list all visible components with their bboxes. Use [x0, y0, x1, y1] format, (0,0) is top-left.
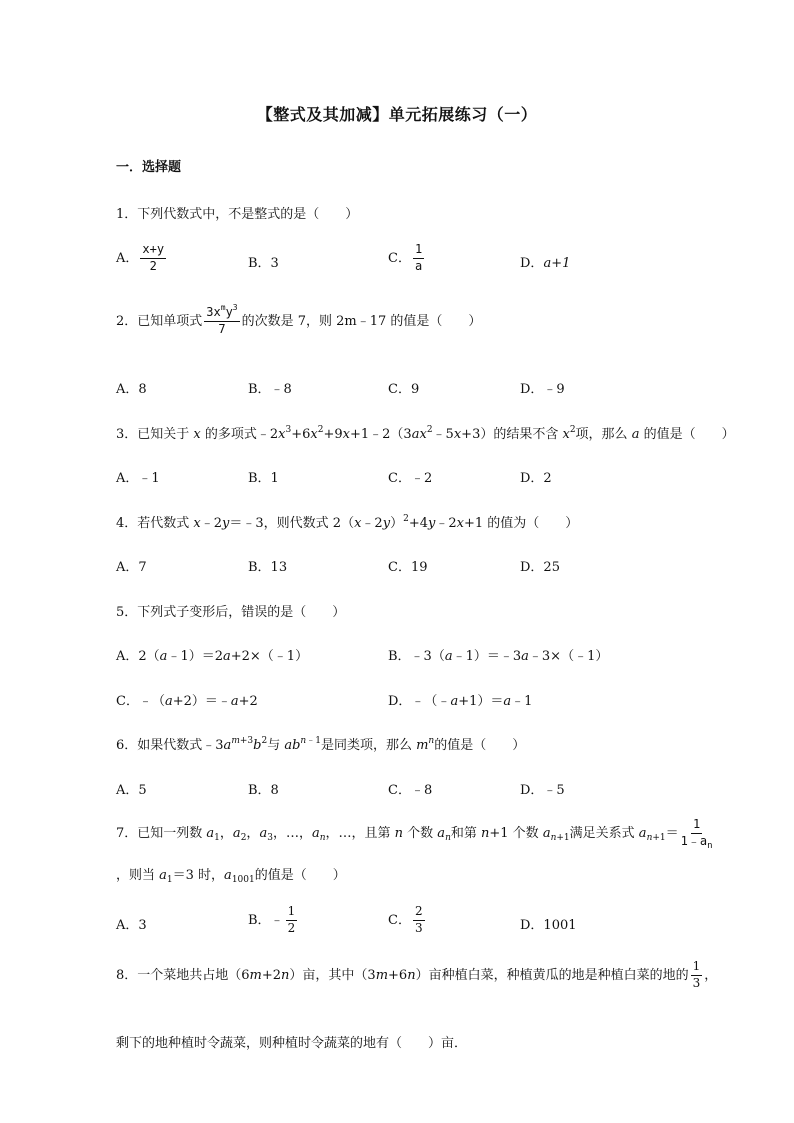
- q4-option-b: B．13: [248, 560, 288, 575]
- q5-option-a: A．2（a﹣1）＝2a+2×（﹣1）: [116, 649, 309, 664]
- question-3-stem: 3．已知关于 x 的多项式$﹣2x^3+6x^2+9x+1﹣2(3ax^2﹣5x+3)$的结果不含 $x^2$项，那么 a 的值是（ ）: [116, 425, 735, 442]
- q2-option-c: C．9: [388, 382, 420, 397]
- question-7-stem-line2: ，则当 $a_1=3$ 时，$a_{1001}$的值是（ ）: [116, 868, 346, 885]
- q3-option-b: B．1: [248, 471, 279, 486]
- q4-option-d: D．25: [520, 560, 560, 575]
- question-8-stem: 8．一个菜地共占地（6m+2n）亩，其中（3m+6n）亩种植白菜，种植黄瓜的地是种植白菜的地的 $\frac{1}{3}$ ，: [116, 959, 718, 990]
- q1-a-numerator: x+y: [140, 243, 166, 259]
- q8-fraction: $\frac{1}{3}$: [692, 959, 701, 990]
- q2-option-a: A．8: [116, 382, 147, 397]
- q2-option-b: B．﹣8: [248, 382, 292, 397]
- question-1-stem: 1．下列代数式中，不是整式的是（ ）: [116, 207, 359, 222]
- q7-option-c-fraction: $\frac{2}{3}$: [414, 904, 423, 935]
- q6-option-c: C．﹣8: [388, 783, 433, 798]
- q6-option-a: A．5: [116, 783, 147, 798]
- q2-monomial-denominator: 7: [218, 321, 226, 336]
- q3-option-d: D．2: [520, 471, 552, 486]
- q1-option-a-fraction: [140, 243, 166, 274]
- question-7-stem: 7．已知一列数 $a_1$，$a_2$，$a_3$，…，$a_n$，…，且第 n 个数 $a_n$和第 n+1 个数 $a_{n+1}$满足关系式 $a_{n+1}=$ $\frac{1}{1﹣a_n}$: [116, 817, 713, 851]
- q2-stem-pre: 2．已知单项式: [116, 313, 203, 329]
- q1-c-numerator: 1: [413, 243, 424, 259]
- q5-option-d: D．﹣（﹣a+1）＝a﹣1: [388, 694, 533, 709]
- question-6-stem: 6．如果代数式$﹣3a^{m+3}b^2$与 $ab^{n﹣1}$是同类项，那么 $m^n$的值是（ ）: [116, 736, 526, 753]
- q2-stem-post: 的次数是 7，则 2m﹣17 的值是（ ）: [241, 313, 482, 329]
- q7-option-c: C． $\frac{2}{3}$: [388, 904, 423, 935]
- q2-monomial-numerator: $3x^my^3$: [204, 306, 239, 322]
- q1-c-denominator: a: [414, 258, 423, 273]
- q1-option-c-fraction: [413, 243, 424, 274]
- q1-option-a: [116, 243, 168, 274]
- q6-option-b: B．8: [248, 783, 279, 798]
- q7-option-d: D．1001: [520, 918, 577, 933]
- q7-option-b-fraction: $\frac{1}{2}$: [287, 904, 296, 935]
- q2-monomial-fraction: [204, 303, 239, 337]
- q6-option-d: D．﹣5: [520, 783, 565, 798]
- page-title: 【整式及其加减】单元拓展练习（一）: [256, 105, 538, 124]
- q1-option-a-label: A．: [116, 250, 139, 266]
- q7-option-b: B．﹣ $\frac{1}{2}$: [248, 904, 296, 935]
- question-5-stem: 5．下列式子变形后，错误的是（ ）: [116, 605, 346, 620]
- q7-relation-fraction: $\frac{1}{1﹣a_n}$: [680, 817, 713, 851]
- q1-option-d-label: D．: [520, 256, 544, 271]
- question-8-stem-line2: 剩下的地种植时令蔬菜，则种植时令蔬菜的地有（ ）亩．: [116, 1036, 468, 1051]
- q1-option-c: [388, 243, 426, 274]
- q1-option-d-expr: a+1: [543, 256, 571, 271]
- question-4-stem: 4．若代数式 x﹣2y＝﹣3，则代数式 2（x﹣2y）$^2$+4y﹣2x+1 的值为（ ）: [116, 514, 579, 531]
- q1-a-denominator: 2: [149, 258, 157, 273]
- question-2-stem: [116, 303, 482, 337]
- section-heading: 一．选择题: [116, 160, 182, 175]
- q3-option-c: C．﹣2: [388, 471, 433, 486]
- q4-option-c: C．19: [388, 560, 428, 575]
- q1-option-b: B．3: [248, 256, 279, 271]
- q1-option-c-label: C．: [388, 250, 411, 266]
- q5-option-c: C．﹣（a+2）＝﹣a+2: [116, 694, 258, 709]
- q5-option-b: B．﹣3（a﹣1）＝﹣3a﹣3×（﹣1）: [388, 649, 609, 664]
- q4-option-a: A．7: [116, 560, 147, 575]
- q2-option-d: D．﹣9: [520, 382, 565, 397]
- q1-option-d: [520, 252, 570, 271]
- q3-option-a: A．﹣1: [116, 471, 160, 486]
- q7-option-a: A．3: [116, 918, 147, 933]
